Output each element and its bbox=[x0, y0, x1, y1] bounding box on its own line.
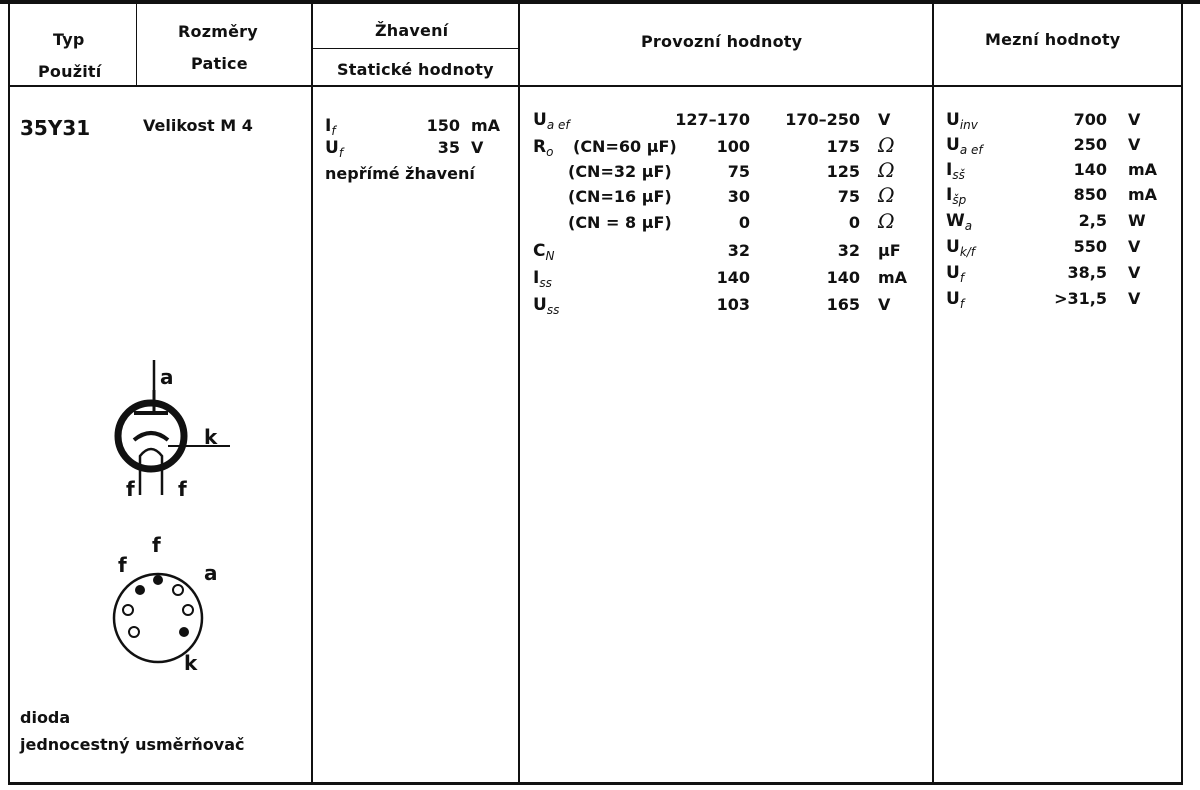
header-mezni-hodnoty: Mezní hodnoty bbox=[985, 30, 1121, 49]
header-provozni-hodnoty: Provozní hodnoty bbox=[641, 32, 803, 51]
limit-value: 550 bbox=[1073, 237, 1107, 256]
operating-unit: Ω bbox=[878, 183, 895, 207]
operating-value-2: 170–250 bbox=[785, 110, 860, 129]
operating-value-1: 100 bbox=[716, 137, 750, 156]
operating-symbol: $C_N$ bbox=[533, 241, 555, 263]
heater-voltage-symbol: $U_f$ bbox=[325, 138, 344, 160]
limit-symbol: $U_{inv}$ bbox=[946, 110, 978, 132]
limit-symbol: $I_{šp}$ bbox=[946, 185, 967, 207]
operating-value-1: 140 bbox=[716, 268, 750, 287]
operating-condition: (CN=60 μF) bbox=[573, 137, 677, 156]
heater-current-value: 150 bbox=[426, 116, 460, 135]
operating-unit: mA bbox=[878, 268, 908, 287]
operating-condition: (CN = 8 μF) bbox=[568, 213, 672, 232]
heater-type: nepřímé žhavení bbox=[325, 164, 475, 183]
tube-type: 35Y31 bbox=[20, 116, 91, 140]
operating-value-1: 0 bbox=[738, 213, 750, 232]
header-typ: Typ bbox=[53, 30, 85, 49]
tube-usage-2: jednocestný usměrňovač bbox=[20, 735, 245, 754]
operating-value-2: 140 bbox=[826, 268, 860, 287]
operating-unit: V bbox=[878, 110, 891, 129]
operating-condition: (CN=32 μF) bbox=[568, 162, 672, 181]
divider-typ-rozmery bbox=[136, 0, 137, 87]
operating-unit: Ω bbox=[878, 209, 895, 233]
operating-symbol: $U_{a ef}$ bbox=[533, 110, 570, 132]
heater-current-unit: mA bbox=[471, 116, 501, 135]
operating-value-2: 75 bbox=[837, 187, 860, 206]
header-bottom-border bbox=[8, 85, 1183, 87]
limit-unit: mA bbox=[1128, 160, 1158, 179]
limit-symbol: $U_{k/f}$ bbox=[946, 237, 976, 259]
operating-value-2: 125 bbox=[826, 162, 860, 181]
table-right-border bbox=[1181, 0, 1183, 785]
tube-symbol-icon bbox=[100, 360, 240, 500]
socket-label-f-top: f bbox=[152, 533, 161, 557]
operating-value-2: 32 bbox=[837, 241, 860, 260]
operating-value-2: 0 bbox=[848, 213, 860, 232]
limit-value: 700 bbox=[1073, 110, 1107, 129]
table-left-border bbox=[8, 0, 10, 785]
pin-label-a: a bbox=[160, 365, 174, 389]
divider-rozmery-zhaveni bbox=[311, 0, 313, 785]
limit-value: 140 bbox=[1073, 160, 1107, 179]
limit-value: 2,5 bbox=[1078, 211, 1107, 230]
operating-unit: Ω bbox=[878, 158, 895, 182]
heater-voltage-unit: V bbox=[471, 138, 484, 157]
limit-unit: mA bbox=[1128, 185, 1158, 204]
pin-label-k: k bbox=[204, 425, 218, 449]
limit-symbol: $U_f$ bbox=[946, 289, 965, 311]
limit-value: 250 bbox=[1073, 135, 1107, 154]
operating-value-1: 32 bbox=[727, 241, 750, 260]
tube-size: Velikost M 4 bbox=[143, 116, 253, 135]
limit-unit: V bbox=[1128, 237, 1141, 256]
limit-value: 38,5 bbox=[1067, 263, 1107, 282]
heater-current-symbol: $I_f$ bbox=[325, 116, 336, 138]
operating-unit: Ω bbox=[878, 133, 895, 157]
operating-value-2: 165 bbox=[826, 295, 860, 314]
header-zhaveni: Žhavení bbox=[375, 21, 449, 40]
limit-value: >31,5 bbox=[1054, 289, 1107, 308]
heater-voltage-value: 35 bbox=[437, 138, 460, 157]
limit-symbol: $U_{a ef}$ bbox=[946, 135, 983, 157]
operating-condition: (CN=16 μF) bbox=[568, 187, 672, 206]
limit-symbol: $U_f$ bbox=[946, 263, 965, 285]
limit-symbol: $W_a$ bbox=[946, 211, 973, 233]
operating-value-1: 127–170 bbox=[675, 110, 750, 129]
operating-value-1: 75 bbox=[727, 162, 750, 181]
pin-label-f2: f bbox=[178, 477, 187, 500]
divider-zhaveni-statické bbox=[313, 48, 518, 49]
limit-value: 850 bbox=[1073, 185, 1107, 204]
limit-unit: V bbox=[1128, 289, 1141, 308]
header-rozmery: Rozměry bbox=[178, 22, 258, 41]
operating-unit: V bbox=[878, 295, 891, 314]
socket-label-k: k bbox=[184, 651, 198, 675]
pin-label-f1: f bbox=[126, 477, 135, 500]
tube-usage-1: dioda bbox=[20, 708, 71, 727]
limit-unit: V bbox=[1128, 135, 1141, 154]
limit-symbol: $I_{sš}$ bbox=[946, 160, 965, 182]
operating-unit: μF bbox=[878, 241, 901, 260]
divider-zhaveni-provozni bbox=[518, 0, 520, 785]
divider-provozni-mezni bbox=[932, 0, 934, 785]
operating-symbol: $I_{ss}$ bbox=[533, 268, 552, 290]
header-staticke-hodnoty: Statické hodnoty bbox=[337, 60, 494, 79]
limit-unit: V bbox=[1128, 263, 1141, 282]
table-bottom-border bbox=[8, 782, 1183, 785]
limit-unit: W bbox=[1128, 211, 1146, 230]
operating-value-1: 103 bbox=[716, 295, 750, 314]
socket-pinout-icon bbox=[100, 530, 240, 675]
header-pouziti: Použití bbox=[38, 62, 102, 81]
operating-symbol: $R_o$ bbox=[533, 137, 554, 159]
socket-label-f-left: f bbox=[118, 553, 127, 577]
header-patice: Patice bbox=[191, 54, 248, 73]
operating-value-2: 175 bbox=[826, 137, 860, 156]
operating-symbol: $U_{ss}$ bbox=[533, 295, 560, 317]
operating-value-1: 30 bbox=[727, 187, 750, 206]
socket-label-a: a bbox=[204, 561, 218, 585]
table-top-border bbox=[0, 0, 1200, 4]
limit-unit: V bbox=[1128, 110, 1141, 129]
